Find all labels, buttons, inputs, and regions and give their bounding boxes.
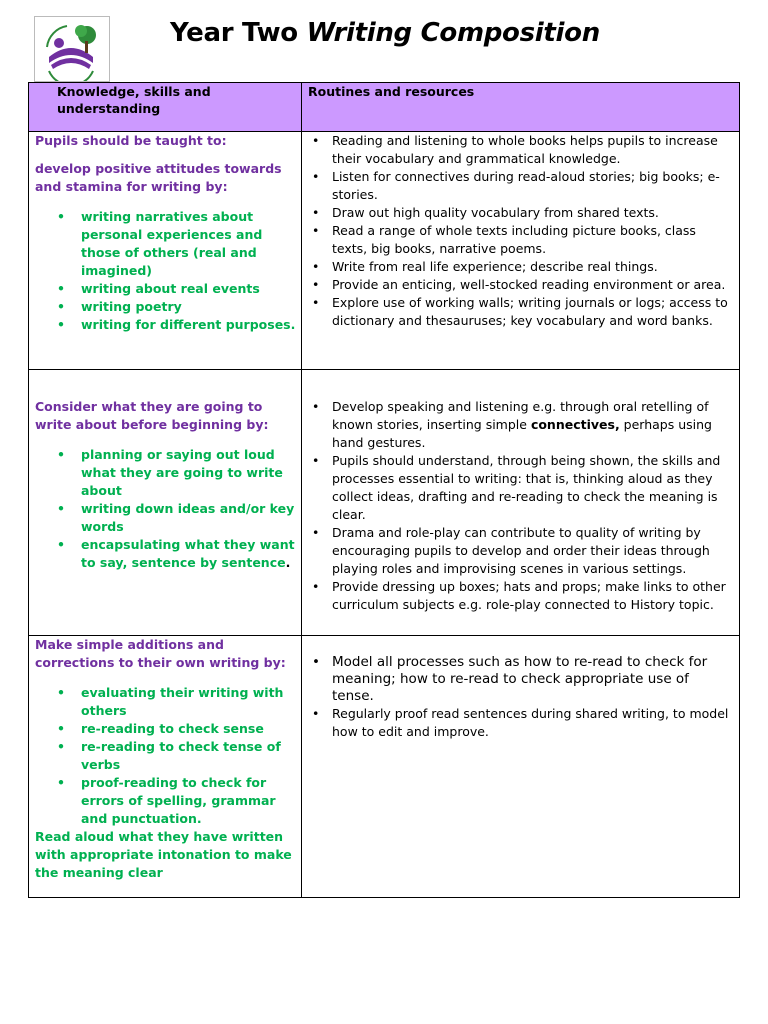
- list-item: • Listen for connectives during read-aloud stories; big books; e-stories.: [310, 168, 733, 204]
- resources-cell-3: [302, 636, 740, 898]
- list-item: • Model all processes such as how to re-read to check for meaning; how to re-read to check appropriate use of tense.: [310, 654, 733, 705]
- list-item: • Draw out high quality vocabulary from shared texts.: [310, 204, 733, 222]
- list-item: • Explore use of working walls; writing journals or logs; access to dictionary and thesauruses; key vocabulary and word banks.: [310, 294, 733, 330]
- attitudes-list: [35, 208, 297, 334]
- list-item: • evaluating their writing with others: [35, 684, 297, 720]
- resources-cell-2: [302, 370, 740, 636]
- resources-list-3b: [310, 705, 733, 741]
- list-item: • writing about real events: [35, 280, 297, 298]
- list-item: • encapsulating what they want to say, sentence by sentence.: [35, 536, 297, 572]
- resources-cell-1: [302, 132, 740, 370]
- corrections-list: [35, 684, 297, 828]
- knowledge-cell-2: [29, 370, 302, 636]
- list-item: • Read a range of whole texts including picture books, class texts, big books, narrative poems.: [310, 222, 733, 258]
- header-routines-cell: [302, 83, 740, 132]
- list-item: • writing poetry: [35, 298, 297, 316]
- list-item: • Provide an enticing, well-stocked reading environment or area.: [310, 276, 733, 294]
- header-knowledge-label: Knowledge, skills and understanding: [57, 84, 211, 116]
- knowledge-cell-3: [29, 636, 302, 898]
- table-row-planning: [29, 370, 740, 636]
- list-item: • writing for different purposes.: [35, 316, 297, 334]
- resources-list-1: [310, 132, 733, 330]
- list-item: • Pupils should understand, through being shown, the skills and processes essential to writing: that is, thinking aloud as they collect ideas, drafting and re-reading to check the meaning is clear.: [310, 452, 733, 524]
- list-item: • writing down ideas and/or key words: [35, 500, 297, 536]
- corrections-lead: Make simple additions and corrections to their own writing by:: [35, 637, 286, 670]
- planning-lead: Consider what they are going to write about before beginning by:: [35, 399, 269, 432]
- taught-intro: Pupils should be taught to:: [35, 133, 227, 148]
- list-item: • Write from real life experience; describe real things.: [310, 258, 733, 276]
- list-item: • re-reading to check sense: [35, 720, 297, 738]
- table-header-row: [29, 83, 740, 132]
- list-item: • Provide dressing up boxes; hats and props; make links to other curriculum subjects e.g. role-play connected to History topic.: [310, 578, 733, 614]
- resources-list-2: [310, 398, 733, 614]
- header-knowledge-cell: [29, 83, 302, 132]
- composition-table: [28, 82, 740, 898]
- table-row-corrections: [29, 636, 740, 898]
- list-item: • writing narratives about personal experiences and those of others (real and imagined): [35, 208, 297, 280]
- attitudes-lead: develop positive attitudes towards and stamina for writing by:: [35, 161, 282, 194]
- school-logo: [34, 16, 110, 82]
- list-item: • planning or saying out loud what they are going to write about: [35, 446, 297, 500]
- list-item: • proof-reading to check for errors of spelling, grammar and punctuation.: [35, 774, 297, 828]
- school-logo-icon: [35, 17, 109, 81]
- list-item: • Develop speaking and listening e.g. through oral retelling of known stories, inserting simple connectives, perhaps using hand gestures.: [310, 398, 733, 452]
- read-aloud-text: Read aloud what they have written with appropriate intonation to make the meaning clear: [35, 829, 292, 880]
- knowledge-cell-1: [29, 132, 302, 370]
- list-item: • Drama and role-play can contribute to quality of writing by encouraging pupils to develop and order their ideas through playing roles and improvising scenes in various settings.: [310, 524, 733, 578]
- table-row-attitudes: [29, 132, 740, 370]
- resources-list-3: [310, 654, 733, 705]
- page-title: Year Two Writing Composition: [170, 18, 600, 48]
- list-item: • Reading and listening to whole books helps pupils to increase their vocabulary and grammatical knowledge.: [310, 132, 733, 168]
- planning-list: [35, 446, 297, 572]
- list-item: • Regularly proof read sentences during shared writing, to model how to edit and improve.: [310, 705, 733, 741]
- header-routines-label: Routines and resources: [308, 84, 475, 99]
- list-item: • re-reading to check tense of verbs: [35, 738, 297, 774]
